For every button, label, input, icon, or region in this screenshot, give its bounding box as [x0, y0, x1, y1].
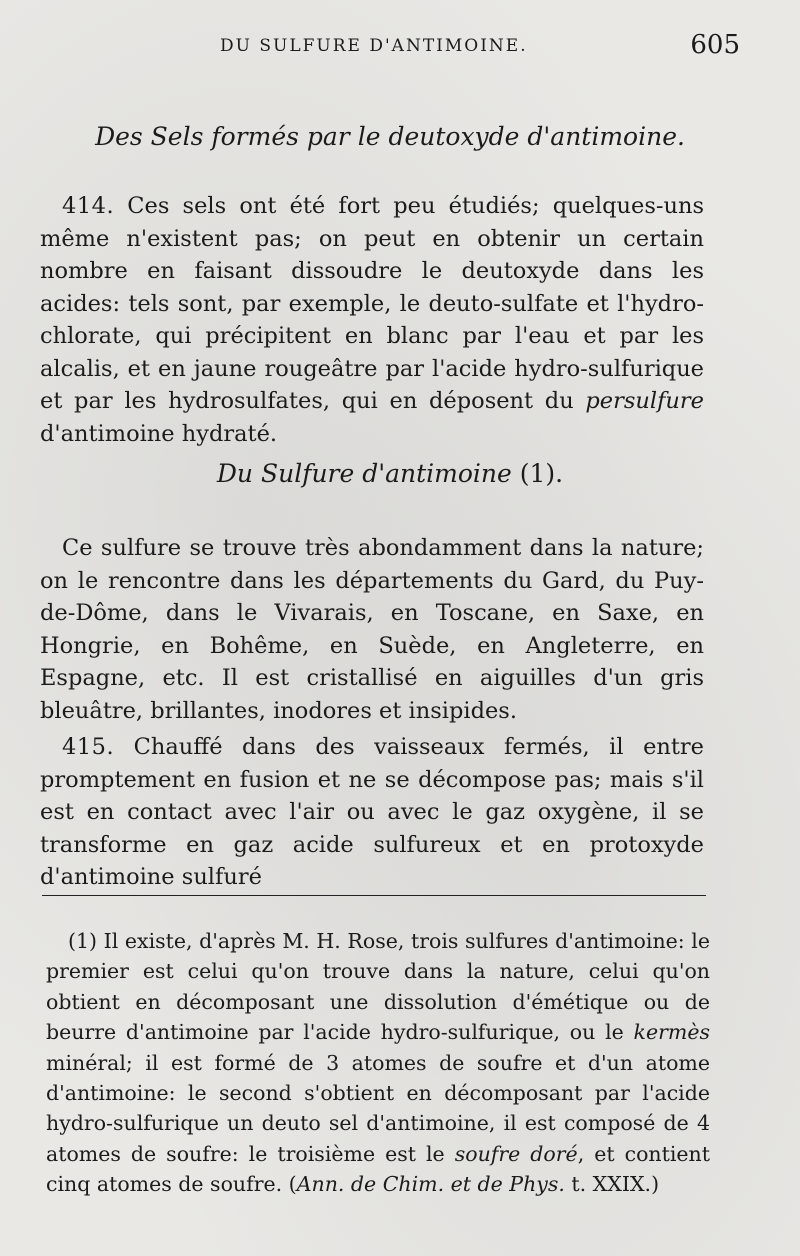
- section-title-text: Du Sulfure d'antimoine: [216, 459, 512, 488]
- running-title: DU SULFURE D'ANTIMOINE.: [220, 36, 528, 56]
- section-title-deutoxyde-salts: Des Sels formés par le deutoxyde d'antimoine.: [95, 122, 685, 151]
- italic-term: persulfure: [585, 388, 704, 414]
- citation-title: Ann. de Chim. et de Phys.: [296, 1172, 565, 1197]
- footnote-reference: (1).: [519, 459, 564, 488]
- italic-term: soufre doré: [454, 1141, 578, 1166]
- footnote-marker: (1): [68, 929, 98, 953]
- footnote: [46, 926, 710, 1200]
- paragraph-text: Chauffé dans des vaisseaux fermés, il entre promptement en fusion et ne se décompose pas; mais s'il est en contact avec l'air ou avec le gaz oxygène, il se transforme en gaz acide sulfureux et en protoxyde d'antimoine sulfuré: [40, 734, 704, 890]
- footnote-divider: [42, 895, 706, 896]
- paragraph-415: [40, 731, 704, 894]
- page-number: 605: [690, 30, 740, 60]
- footnote-text: minéral; il est formé de 3 atomes de soufre et d'un atome d'antimoine: le second s'obtient en décomposant par l'acide hydro-sulfurique un deuto sel d'antimoine, il est composé de 4 atomes de soufre: le troisième est le: [46, 1050, 710, 1166]
- footnote-text: Il existe, d'après M. H. Rose, trois sulfures d'antimoine: le premier est celui qu'on trouve dans la nature, celui qu'on obtient en décomposant une dissolution d'émétique ou de beurre d'antimoine par l'acide hydro-sulfurique, ou le: [46, 929, 710, 1045]
- footnote-text: , et contient cinq atomes de soufre. (: [46, 1141, 711, 1197]
- paragraph-text: d'antimoine hydraté.: [40, 420, 278, 447]
- page-header: [40, 30, 740, 66]
- section-title-antimony-sulfide: [40, 459, 740, 488]
- paragraph-number: 415.: [62, 734, 115, 760]
- italic-term: kermès: [633, 1020, 710, 1045]
- paragraph-number: 414.: [62, 193, 115, 219]
- paragraph-414: [40, 190, 704, 450]
- paragraph-sulfide-occurrence: Ce sulfure se trouve très abondamment dans la nature; on le rencontre dans les départements du Gard, du Puy-de-Dôme, dans le Vivarais, en Toscane, en Saxe, en Hongrie, en Bohême, en Suède, en Angleterre, en Espagne, etc. Il est cristallisé en aiguilles d'un gris bleuâtre, brillantes, inodores et insipides.: [40, 535, 704, 724]
- paragraph-text: Ces sels ont été fort peu étudiés; quelques-uns même n'existent pas; on peut en obtenir un certain nombre en faisant dissoudre le deutoxyde dans les acides: tels sont, par exemple, le deuto-sulfate et l'hydro-chlorate, qui précipitent en blanc par l'eau et par les alcalis, et en jaune rougeâtre par l'acide hydro-sulfurique et par les hydrosulfates, qui en déposent du: [40, 193, 705, 414]
- footnote-text: t. XXIX.): [564, 1172, 660, 1197]
